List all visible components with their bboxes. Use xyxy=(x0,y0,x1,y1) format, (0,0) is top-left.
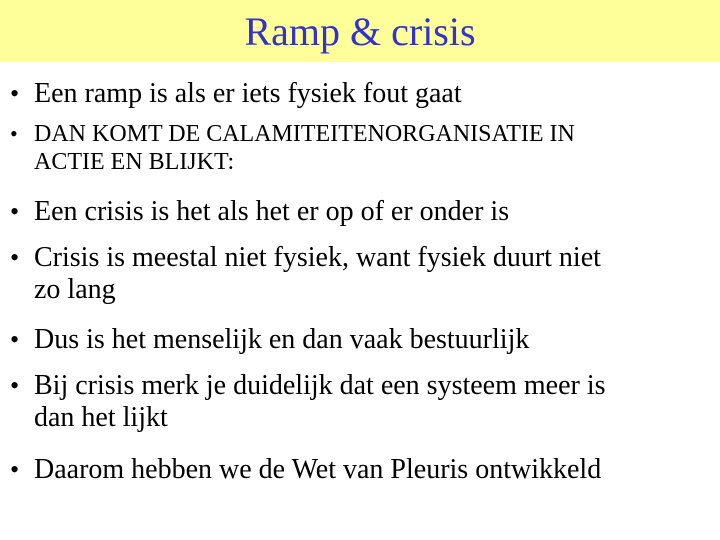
bullet-dot: • xyxy=(10,121,18,146)
bullet-dot: • xyxy=(10,371,20,400)
bullet-text xyxy=(34,78,714,110)
bullet-dot: • xyxy=(10,325,20,354)
bullet-dot: • xyxy=(10,455,20,484)
bullet-line: Daarom hebben we de Wet van Pleuris ontwikkeld xyxy=(34,454,602,485)
bullet-dot: • xyxy=(10,197,20,226)
bullet-line: Bij crisis merk je duidelijk dat een systeem meer is xyxy=(34,370,606,401)
bullet-text xyxy=(34,196,714,228)
bullet-line: DAN KOMT DE CALAMITEITENORGANISATIE IN xyxy=(34,121,575,147)
slide-title: Ramp & crisis xyxy=(244,9,476,54)
bullet-line: zo lang xyxy=(34,274,116,305)
bullet-line: Een ramp is als er iets fysiek fout gaat xyxy=(34,78,462,109)
bullet-line: Crisis is meestal niet fysiek, want fysiek duurt niet xyxy=(34,242,601,273)
bullet-text xyxy=(34,324,714,356)
bullet-dot: • xyxy=(10,243,20,272)
bullet-line: dan het lijkt xyxy=(34,402,168,433)
bullet-text xyxy=(34,454,714,486)
bullet-dot: • xyxy=(10,79,20,108)
bullet-line: ACTIE EN BLIJKT: xyxy=(34,149,235,175)
bullet-text xyxy=(34,242,714,306)
bullet-line: Een crisis is het als het er op of er onder is xyxy=(34,196,510,227)
bullet-line: Dus is het menselijk en dan vaak bestuurlijk xyxy=(34,324,530,355)
bullet-text xyxy=(34,120,714,176)
bullet-text xyxy=(34,370,714,434)
